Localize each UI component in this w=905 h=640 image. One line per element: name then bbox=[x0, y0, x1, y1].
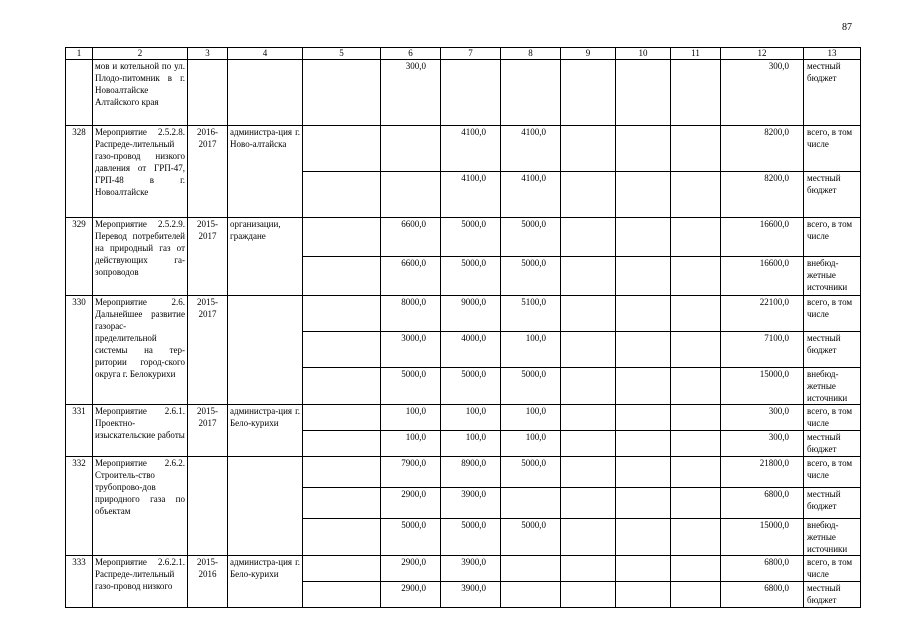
funding-source-cell: всего, в том числе bbox=[804, 457, 861, 488]
col7-value-cell: 4000,0 bbox=[441, 332, 501, 368]
col9-cell bbox=[561, 332, 616, 368]
col8-value-cell bbox=[501, 582, 561, 608]
col6-value-cell: 7900,0 bbox=[381, 457, 441, 488]
col9-cell bbox=[561, 257, 616, 296]
years-cell: 2015-2017 bbox=[188, 218, 228, 296]
col6-value-cell: 3000,0 bbox=[381, 332, 441, 368]
col9-cell bbox=[561, 488, 616, 519]
col9-cell bbox=[561, 405, 616, 431]
total-value-cell: 300,0 bbox=[721, 60, 804, 126]
column-number-cell: 7 bbox=[441, 48, 501, 60]
years-cell: 2015-2016 bbox=[188, 556, 228, 608]
column-number-cell: 3 bbox=[188, 48, 228, 60]
funding-source-cell: местный бюджет bbox=[804, 431, 861, 457]
col11-cell bbox=[671, 582, 721, 608]
column-number-cell: 8 bbox=[501, 48, 561, 60]
row-number-cell bbox=[66, 60, 93, 126]
col11-cell bbox=[671, 368, 721, 405]
table-row bbox=[66, 218, 861, 257]
measure-name-cell: Мероприятие 2.5.2.8. Распреде-лительный газо-провод низкого давления от ГРП-47, ГРП-48 в г. Новоалтайске bbox=[93, 126, 188, 218]
col8-value-cell: 5000,0 bbox=[501, 368, 561, 405]
col5-cell bbox=[303, 60, 381, 126]
column-number-cell: 5 bbox=[303, 48, 381, 60]
col8-value-cell: 100,0 bbox=[501, 431, 561, 457]
col10-cell bbox=[616, 556, 671, 582]
col5-cell bbox=[303, 556, 381, 582]
executor-cell bbox=[228, 296, 303, 405]
total-value-cell: 300,0 bbox=[721, 431, 804, 457]
funding-source-cell: местный бюджет bbox=[804, 582, 861, 608]
col6-value-cell: 6600,0 bbox=[381, 218, 441, 257]
col6-value-cell: 5000,0 bbox=[381, 368, 441, 405]
col10-cell bbox=[616, 296, 671, 332]
program-measures-table bbox=[65, 47, 861, 608]
col11-cell bbox=[671, 519, 721, 556]
funding-source-cell: всего, в том числе bbox=[804, 126, 861, 172]
col10-cell bbox=[616, 582, 671, 608]
col6-value-cell bbox=[381, 172, 441, 218]
col10-cell bbox=[616, 218, 671, 257]
col9-cell bbox=[561, 519, 616, 556]
col11-cell bbox=[671, 431, 721, 457]
col5-cell bbox=[303, 126, 381, 172]
col7-value-cell: 4100,0 bbox=[441, 126, 501, 172]
col11-cell bbox=[671, 172, 721, 218]
col10-cell bbox=[616, 257, 671, 296]
col7-value-cell: 5000,0 bbox=[441, 368, 501, 405]
total-value-cell: 6800,0 bbox=[721, 582, 804, 608]
total-value-cell: 21800,0 bbox=[721, 457, 804, 488]
executor-cell: организации, граждане bbox=[228, 218, 303, 296]
funding-source-cell: всего, в том числе bbox=[804, 296, 861, 332]
column-number-cell: 13 bbox=[804, 48, 861, 60]
total-value-cell: 22100,0 bbox=[721, 296, 804, 332]
col6-value-cell: 100,0 bbox=[381, 431, 441, 457]
col5-cell bbox=[303, 257, 381, 296]
col8-value-cell: 5100,0 bbox=[501, 296, 561, 332]
col6-value-cell: 6600,0 bbox=[381, 257, 441, 296]
col5-cell bbox=[303, 431, 381, 457]
col11-cell bbox=[671, 457, 721, 488]
col6-value-cell: 8000,0 bbox=[381, 296, 441, 332]
col7-value-cell: 5000,0 bbox=[441, 519, 501, 556]
total-value-cell: 8200,0 bbox=[721, 172, 804, 218]
col10-cell bbox=[616, 457, 671, 488]
col5-cell bbox=[303, 405, 381, 431]
col11-cell bbox=[671, 296, 721, 332]
row-number-cell: 332 bbox=[66, 457, 93, 556]
funding-source-cell: местный бюджет bbox=[804, 332, 861, 368]
table-row bbox=[66, 126, 861, 172]
funding-source-cell: местный бюджет bbox=[804, 488, 861, 519]
column-number-cell: 6 bbox=[381, 48, 441, 60]
funding-source-cell: местный бюджет bbox=[804, 60, 861, 126]
col11-cell bbox=[671, 405, 721, 431]
row-number-cell: 330 bbox=[66, 296, 93, 405]
col6-value-cell: 100,0 bbox=[381, 405, 441, 431]
col7-value-cell: 3900,0 bbox=[441, 556, 501, 582]
funding-source-cell: всего, в том числе bbox=[804, 218, 861, 257]
column-number-cell: 1 bbox=[66, 48, 93, 60]
table-row bbox=[66, 60, 861, 126]
page-number: 87 bbox=[842, 22, 852, 33]
row-number-cell: 329 bbox=[66, 218, 93, 296]
col8-value-cell: 4100,0 bbox=[501, 172, 561, 218]
col8-value-cell: 5000,0 bbox=[501, 457, 561, 488]
column-number-cell: 4 bbox=[228, 48, 303, 60]
col7-value-cell: 3900,0 bbox=[441, 488, 501, 519]
col7-value-cell: 4100,0 bbox=[441, 172, 501, 218]
years-cell: 2015-2017 bbox=[188, 296, 228, 405]
col8-value-cell: 100,0 bbox=[501, 405, 561, 431]
col7-value-cell: 8900,0 bbox=[441, 457, 501, 488]
col8-value-cell: 5000,0 bbox=[501, 257, 561, 296]
col10-cell bbox=[616, 368, 671, 405]
col11-cell bbox=[671, 488, 721, 519]
col10-cell bbox=[616, 488, 671, 519]
col6-value-cell: 5000,0 bbox=[381, 519, 441, 556]
col6-value-cell bbox=[381, 126, 441, 172]
col7-value-cell bbox=[441, 60, 501, 126]
executor-cell: администра-ция г. Бело-курихи bbox=[228, 405, 303, 457]
measure-name-cell: Мероприятие 2.5.2.9. Перевод потребителей на природный газ от действующих га-зопроводов bbox=[93, 218, 188, 296]
col11-cell bbox=[671, 60, 721, 126]
table-row bbox=[66, 405, 861, 431]
funding-source-cell: внебюд-жетные источники bbox=[804, 368, 861, 405]
measure-name-cell: Мероприятие 2.6.2. Строитель-ство трубопрово-дов природного газа по объектам bbox=[93, 457, 188, 556]
col11-cell bbox=[671, 126, 721, 172]
col8-value-cell bbox=[501, 60, 561, 126]
col10-cell bbox=[616, 332, 671, 368]
table-row bbox=[66, 296, 861, 332]
column-number-cell: 2 bbox=[93, 48, 188, 60]
col5-cell bbox=[303, 488, 381, 519]
years-cell bbox=[188, 60, 228, 126]
measure-name-cell: Мероприятие 2.6. Дальнейшее развитие газорас-пределительной системы на тер-ритории город-ского округа г. Белокурихи bbox=[93, 296, 188, 405]
col9-cell bbox=[561, 218, 616, 257]
col5-cell bbox=[303, 172, 381, 218]
column-number-row bbox=[66, 48, 861, 60]
table-row bbox=[66, 556, 861, 582]
years-cell: 2016-2017 bbox=[188, 126, 228, 218]
col7-value-cell: 100,0 bbox=[441, 405, 501, 431]
funding-source-cell: местный бюджет bbox=[804, 172, 861, 218]
executor-cell: администра-ция г. Ново-алтайска bbox=[228, 126, 303, 218]
row-number-cell: 331 bbox=[66, 405, 93, 457]
col5-cell bbox=[303, 457, 381, 488]
col9-cell bbox=[561, 60, 616, 126]
row-number-cell: 333 bbox=[66, 556, 93, 608]
col8-value-cell: 5000,0 bbox=[501, 218, 561, 257]
column-number-cell: 12 bbox=[721, 48, 804, 60]
col5-cell bbox=[303, 582, 381, 608]
col10-cell bbox=[616, 519, 671, 556]
col5-cell bbox=[303, 218, 381, 257]
col9-cell bbox=[561, 126, 616, 172]
col10-cell bbox=[616, 60, 671, 126]
col6-value-cell: 2900,0 bbox=[381, 582, 441, 608]
col8-value-cell: 100,0 bbox=[501, 332, 561, 368]
total-value-cell: 16600,0 bbox=[721, 257, 804, 296]
col10-cell bbox=[616, 405, 671, 431]
col9-cell bbox=[561, 296, 616, 332]
funding-source-cell: внебюд-жетные источники bbox=[804, 519, 861, 556]
col8-value-cell: 4100,0 bbox=[501, 126, 561, 172]
col5-cell bbox=[303, 368, 381, 405]
col9-cell bbox=[561, 368, 616, 405]
col5-cell bbox=[303, 332, 381, 368]
col7-value-cell: 100,0 bbox=[441, 431, 501, 457]
col7-value-cell: 9000,0 bbox=[441, 296, 501, 332]
col7-value-cell: 5000,0 bbox=[441, 218, 501, 257]
col8-value-cell bbox=[501, 556, 561, 582]
column-number-cell: 9 bbox=[561, 48, 616, 60]
col9-cell bbox=[561, 556, 616, 582]
total-value-cell: 300,0 bbox=[721, 405, 804, 431]
col10-cell bbox=[616, 172, 671, 218]
years-cell: 2015-2017 bbox=[188, 405, 228, 457]
col9-cell bbox=[561, 457, 616, 488]
funding-source-cell: всего, в том числе bbox=[804, 556, 861, 582]
funding-source-cell: всего, в том числе bbox=[804, 405, 861, 431]
executor-cell bbox=[228, 60, 303, 126]
funding-source-cell: внебюд-жетные источники bbox=[804, 257, 861, 296]
executor-cell: администра-ция г. Бело-курихи bbox=[228, 556, 303, 608]
total-value-cell: 15000,0 bbox=[721, 368, 804, 405]
row-number-cell: 328 bbox=[66, 126, 93, 218]
col9-cell bbox=[561, 582, 616, 608]
total-value-cell: 8200,0 bbox=[721, 126, 804, 172]
column-number-cell: 11 bbox=[671, 48, 721, 60]
col11-cell bbox=[671, 257, 721, 296]
years-cell bbox=[188, 457, 228, 556]
col11-cell bbox=[671, 332, 721, 368]
col6-value-cell: 2900,0 bbox=[381, 488, 441, 519]
col8-value-cell: 5000,0 bbox=[501, 519, 561, 556]
col9-cell bbox=[561, 431, 616, 457]
col5-cell bbox=[303, 519, 381, 556]
total-value-cell: 6800,0 bbox=[721, 556, 804, 582]
col5-cell bbox=[303, 296, 381, 332]
col7-value-cell: 5000,0 bbox=[441, 257, 501, 296]
total-value-cell: 6800,0 bbox=[721, 488, 804, 519]
total-value-cell: 15000,0 bbox=[721, 519, 804, 556]
total-value-cell: 16600,0 bbox=[721, 218, 804, 257]
col11-cell bbox=[671, 218, 721, 257]
col8-value-cell bbox=[501, 488, 561, 519]
col6-value-cell: 300,0 bbox=[381, 60, 441, 126]
col10-cell bbox=[616, 126, 671, 172]
col11-cell bbox=[671, 556, 721, 582]
col9-cell bbox=[561, 172, 616, 218]
column-number-cell: 10 bbox=[616, 48, 671, 60]
executor-cell bbox=[228, 457, 303, 556]
col7-value-cell: 3900,0 bbox=[441, 582, 501, 608]
total-value-cell: 7100,0 bbox=[721, 332, 804, 368]
table-row bbox=[66, 457, 861, 488]
col6-value-cell: 2900,0 bbox=[381, 556, 441, 582]
measure-name-cell: Мероприятие 2.6.1. Проектно-изыскательские работы bbox=[93, 405, 188, 457]
measure-name-cell: Мероприятие 2.6.2.1. Распреде-лительный газо-провод низкого bbox=[93, 556, 188, 608]
col10-cell bbox=[616, 431, 671, 457]
measure-name-cell: мов и котельной по ул. Плодо-питомник в г. Новоалтайске Алтайского края bbox=[93, 60, 188, 126]
